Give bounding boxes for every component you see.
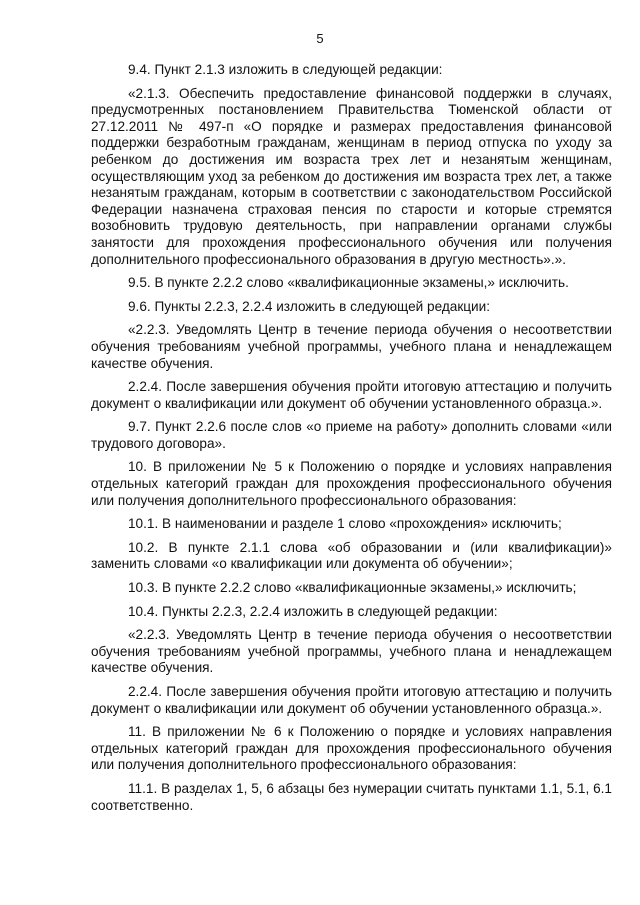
paragraph-2-2-3-text: «2.2.3. Уведомлять Центр в течение периода обучения о несоответствии обучения требованиям учебной программы, учебного плана и ненадлежащем качестве обучения. <box>91 322 612 371</box>
paragraph-10-3: 10.3. В пункте 2.2.2 слово «квалификационные экзамены,» исключить; <box>128 580 577 596</box>
paragraph-9-7: 9.7. Пункт 2.2.6 после слов «о приеме на работу» дополнить словами «или трудового договора». <box>91 419 612 451</box>
paragraph-11-1: 11.1. В разделах 1, 5, 6 абзацы без нумерации считать пунктами 1.1, 5.1, 6.1 соответственно. <box>91 780 612 813</box>
paragraph-10-2: 10.2. В пункте 2.1.1 слова «об образовании и (или квалификации)» заменить словами «о квалификации или документа об обучении»; <box>91 539 612 572</box>
paragraph-2-2-4-text: 2.2.4. После завершения обучения пройти итоговую аттестацию и получить документ о квалификации или документ об обучении установленного образца.». <box>91 379 612 411</box>
paragraph-10: 10. В приложении № 5 к Положению о порядке и условиях направления отдельных категорий граждан для прохождения профессионального обучения или получения дополнительного профессионального образования: <box>91 459 612 508</box>
paragraph-11: 11. В приложении № 6 к Положению о порядке и условиях направления отдельных категорий граждан для прохождения профессионального обучения или получения дополнительного профессионального образования: <box>91 724 612 773</box>
paragraph-9-6: 9.6. Пункты 2.2.3, 2.2.4 изложить в следующей редакции: <box>128 298 491 314</box>
page-number: 5 <box>316 31 324 46</box>
paragraph-9-5: 9.5. В пункте 2.2.2 слово «квалификационные экзамены,» исключить. <box>128 275 569 291</box>
paragraph-2-2-3-text-repeat: «2.2.3. Уведомлять Центр в течение периода обучения о несоответствии обучения требованиям учебной программы, учебного плана и ненадлежащем качестве обучения. <box>91 627 612 676</box>
paragraph-10-4: 10.4. Пункты 2.2.3, 2.2.4 изложить в следующей редакции: <box>128 603 498 619</box>
paragraph-10-1: 10.1. В наименовании и разделе 1 слово «прохождения» исключить; <box>128 516 562 532</box>
paragraph-9-4: 9.4. Пункт 2.1.3 изложить в следующей редакции: <box>128 62 443 77</box>
paragraph-2-2-4-text-repeat: 2.2.4. После завершения обучения пройти итоговую аттестацию и получить документ о квалификации или документ об обучении установленного образца.». <box>91 684 612 716</box>
document-body <box>91 62 612 814</box>
paragraph-2-1-3-text: «2.1.3. Обеспечить предоставление финансовой поддержки в случаях, предусмотренных постановлением Правительства Тюменской области от 27.12.2011 № 497-п «О порядке и размерах предоставления финансовой поддержки безработным гражданам, женщинам в период отпуска по уходу за ребенком до достижения им возраста трех лет и незанятым женщинам, осуществляющим уход за ребенком до достижения им возраста трех лет, а также незанятым гражданам, которым в соответствии с законодательством Российской Федерации назначена страховая пенсия по старости и которые стремятся возобновить трудовую деятельность, при направлении органами службы занятости для прохождения профессионального обучения или получения дополнительного профессионального образования в другую местность».». <box>91 85 612 267</box>
